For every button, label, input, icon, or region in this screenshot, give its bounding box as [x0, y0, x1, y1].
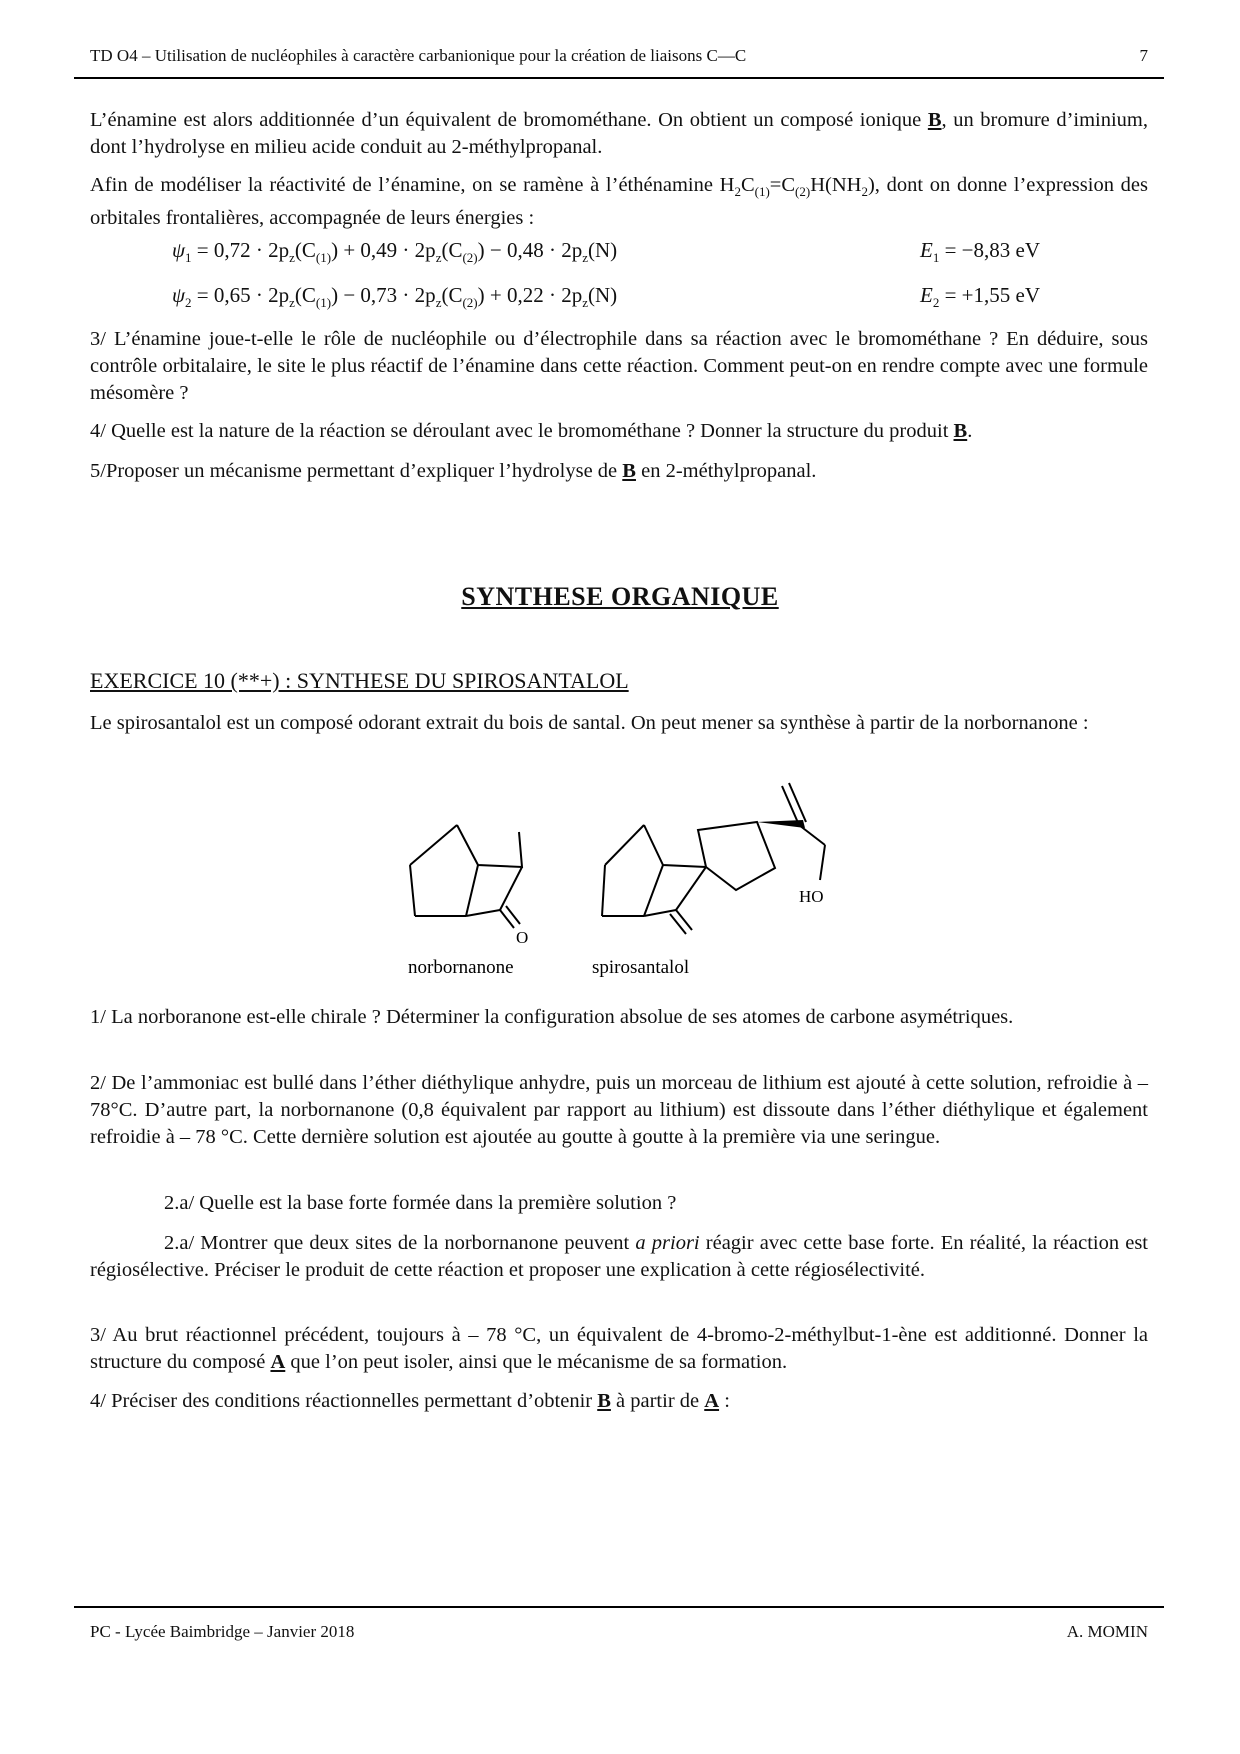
- equation-psi2: $\psi_2 = 0,65 \cdot 2p_z(C_{(1)}) - 0,73 \cdot 2p_z(C_{(2)}) + 0,22 \cdot 2p_z(N)$: [172, 283, 618, 311]
- question-5: 5/Proposer un mécanisme permettant d’expliquer l’hydrolyse de B en 2-méthylpropanal.: [90, 460, 817, 482]
- page-number: 7: [1139, 46, 1148, 65]
- exercise-question-4: 4/ Préciser des conditions réactionnelles permettant d’obtenir B à partir de A :: [90, 1390, 730, 1412]
- exercise-question-2a: 2.a/ Quelle est la base forte formée dans la première solution ?: [164, 1192, 677, 1214]
- exercise-question-2b: 2.a/ Montrer que deux sites de la norbornanone peuvent a priori réagir avec cette base forte. En réalité, la réaction est régiosélective. Préciser le produit de cette réaction et proposer une explication à cette régiosélectivité.: [90, 1232, 1148, 1281]
- exercise-question-1: 1/ La norboranone est-elle chirale ? Déterminer la configuration absolue de ses atomes de carbone asymétriques.: [90, 1006, 1014, 1028]
- footer-rule: [74, 1606, 1164, 1608]
- footer-left: PC - Lycée Baimbridge – Janvier 2018: [90, 1622, 355, 1641]
- compound-b-ref: B: [927, 109, 942, 131]
- energy-e2: $E_2 = +1,55$ eV: [920, 283, 1041, 311]
- exercise-question-2: 2/ De l’ammoniac est bullé dans l’éther diéthylique anhydre, puis un morceau de lithium est ajouté à cette solution, refroidie à – 78°C. D’autre part, la norbornanone (0,8 équivalent par rapport au lithium) est dissoute dans l’éther diéthylique et également refroidie à – 78 °C. Cette dernière solution est ajoutée au goutte à goutte à la première via une seringue.: [90, 1072, 1148, 1148]
- page-footer: [90, 1622, 1148, 1642]
- exercise-question-3: 3/ Au brut réactionnel précédent, toujours à – 78 °C, un équivalent de 4-bromo-2-méthylbut-1-ène est additionné. Donner la structure du composé A que l’on peut isoler, ainsi que le mécanisme de sa formation.: [90, 1324, 1148, 1373]
- intro-paragraph-1: L’énamine est alors additionnée d’un équivalent de bromométhane. On obtient un composé ionique B, un bromure d’iminium, dont l’hydrolyse en milieu acide conduit au 2-méthylpropanal.: [90, 109, 1148, 158]
- spirosantalol-structure: [602, 783, 825, 934]
- section-title: SYNTHESE ORGANIQUE: [461, 582, 779, 611]
- exercise-heading: EXERCICE 10 (**+) : SYNTHESE DU SPIROSANTALOL: [90, 668, 629, 693]
- energy-e1: $E_1 = -8,83$ eV: [920, 238, 1041, 266]
- spirosantalol-hydroxyl-label: HO: [799, 887, 824, 906]
- spirosantalol-label: spirosantalol: [592, 957, 690, 978]
- page-header: [90, 46, 1148, 76]
- footer-author: A. MOMIN: [1066, 1622, 1148, 1641]
- norbornanone-structure: [410, 825, 522, 928]
- spirosantalol-wedge-bond: [757, 820, 805, 828]
- intro-paragraph-2: Afin de modéliser la réactivité de l’énamine, on se ramène à l’éthénamine $H_2C_{(1)}=C_{(2)}H(NH_2)$, dont on donne l’expression des orbitales frontalières, accompagnée de leurs énergies :: [90, 174, 1148, 230]
- norbornanone-oxygen-label: O: [516, 928, 529, 947]
- structures-figure: [380, 770, 880, 985]
- exercise-intro: Le spirosantalol est un composé odorant extrait du bois de santal. On peut mener sa synthèse à partir de la norbornanone :: [90, 712, 1089, 734]
- norbornanone-label: norbornanone: [408, 957, 514, 978]
- question-4: 4/ Quelle est la nature de la réaction se déroulant avec le bromométhane ? Donner la structure du produit B.: [90, 420, 973, 442]
- header-title: TD O4 – Utilisation de nucléophiles à caractère carbanionique pour la création de liaisons C—C: [90, 46, 747, 65]
- question-3: 3/ L’énamine joue-t-elle le rôle de nucléophile ou d’électrophile dans sa réaction avec le bromométhane ? En déduire, sous contrôle orbitalaire, le site le plus réactif de l’énamine dans cette réaction. Comment peut-on en rendre compte avec une formule mésomère ?: [90, 328, 1148, 404]
- header-rule: [74, 77, 1164, 79]
- equation-psi1: $\psi_1 = 0,72 \cdot 2p_z(C_{(1)}) + 0,49 \cdot 2p_z(C_{(2)}) - 0,48 \cdot 2p_z(N)$: [172, 238, 618, 266]
